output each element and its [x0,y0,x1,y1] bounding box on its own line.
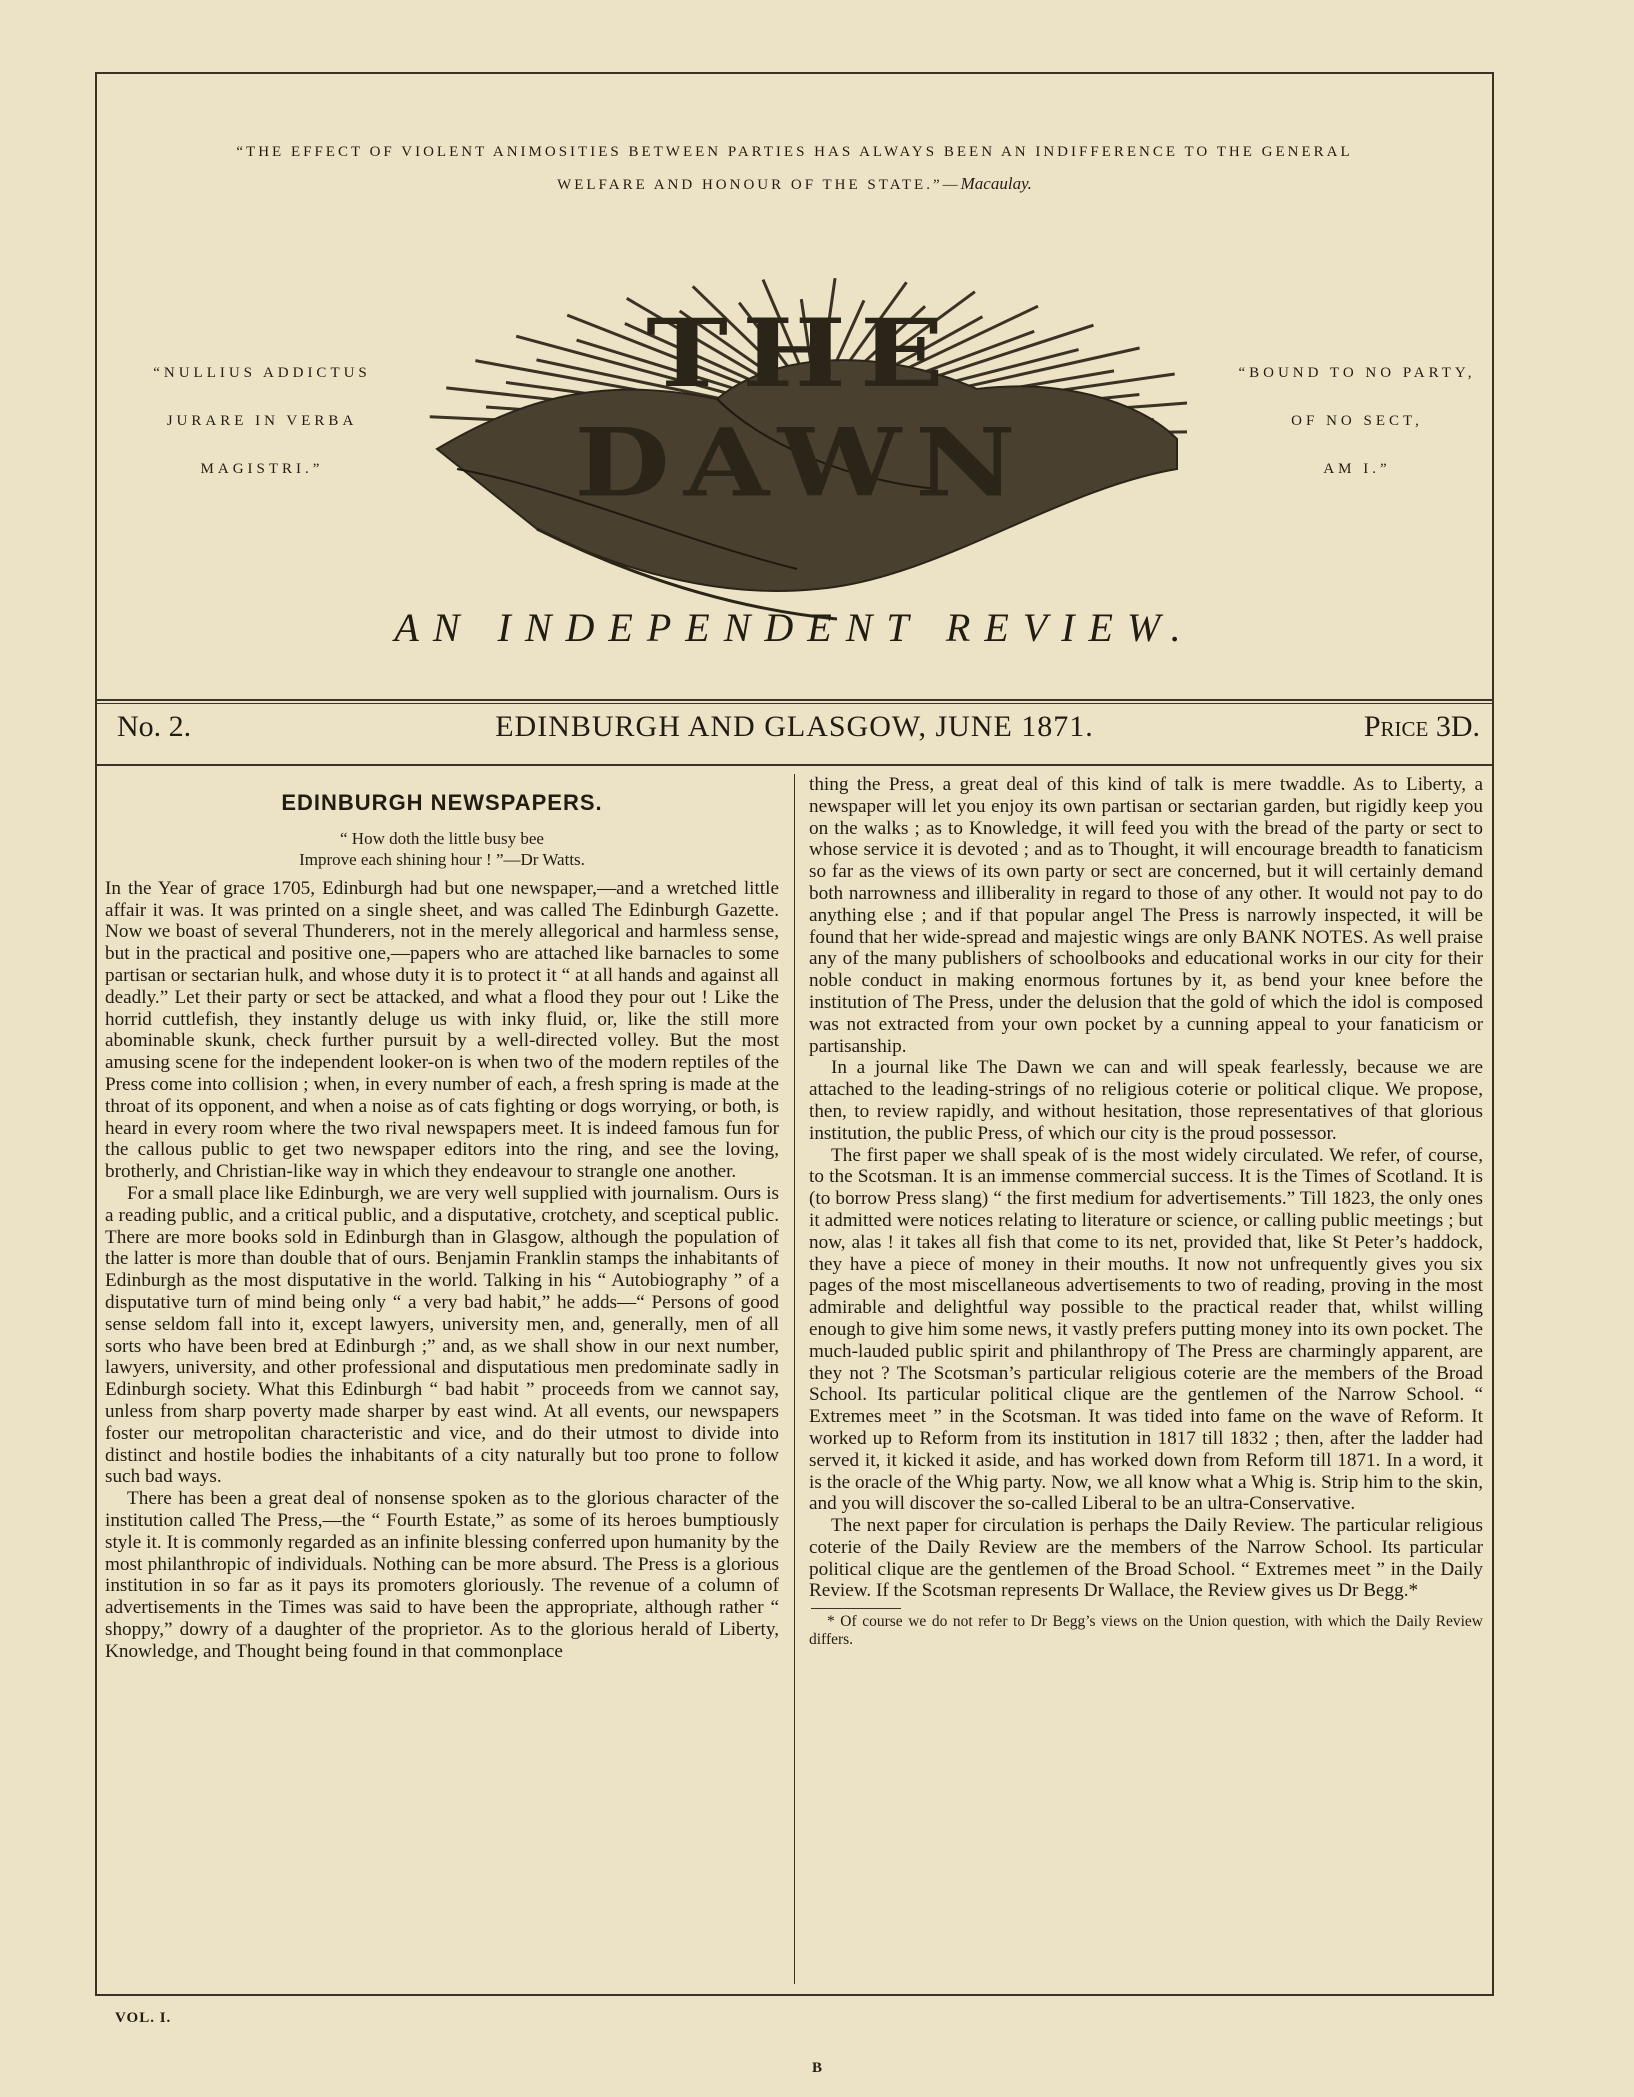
right-column [809,774,1483,1984]
epigraph-line-2: WELFARE AND HONOUR OF THE STATE.”— [557,177,961,193]
top-epigraph [137,136,1452,201]
paragraph: The next paper for circulation is perhaps the Daily Review. The particular religious coterie of the Daily Review are the members of the Narrow School. Its particular political clique are the gentlemen of the Broad School. “ Extremes meet ” in the Daily Review. If the Scotsman represents Dr Wallace, the Review gives us Dr Begg.* [809,1515,1483,1602]
right-motto-line: OF NO SECT, [1291,413,1423,429]
verse-line-1: “ How doth the little busy bee [340,828,544,848]
right-motto [1192,349,1522,493]
right-motto-line: AM I.” [1323,461,1391,477]
subtitle: AN INDEPENDENT REVIEW. [394,605,1195,650]
verse-epigraph [105,828,779,870]
right-motto-line: “BOUND TO NO PARTY, [1238,365,1476,381]
paragraph: In the Year of grace 1705, Edinburgh had but one newspaper,—and a wretched little affair it was. It was printed on a single sheet, and was called The Edinburgh Gazette. Now we boast of several Thunderers, not in the merely allegorical and harmless sense, but in the practical and positive one,—papers who are attached like barnacles to some partisan or sectarian hulk, and whose duty it is to protect it “ at all hands and against all deadly.” Let their party or sect be attacked, and what a flood they pour out ! Like the horrid cuttlefish, they instantly deluge us with inky fluid, or, like the still more abominable skunk, check further pursuit by a well-directed volley. But the most amusing scene for the independent looker-on is when two of the modern reptiles of the Press come into collision ; when, in every number of each, a fresh spring is made at the throat of its opponent, and when a noise as of cats fighting or dogs worrying, or both, is heard in every room where the two rival newspapers meet. It is indeed famous fun for the callous public to get two newspaper editors into the ring, and see the loving, brotherly, and Christian-like way in which they endeavour to strangle one another. [105,877,779,1183]
paragraph: For a small place like Edinburgh, we are very well supplied with journalism. Ours is a reading public, and a critical public, and a disputative, crotchety, and sceptical public. There are more books sold in Edinburgh than in Glasgow, although the population of the latter is more than double that of ours. Benjamin Franklin stamps the inhabitants of Edinburgh as the most disputative in the world. Talking in his “ Autobiography ” of a disputative turn of mind being only “ a very bad habit,” he adds—“ Persons of good sense seldom fall into it, except lawyers, university men, and, generally, men of all sorts who have been bred at Edinburgh ;” and, as we shall show in our next number, lawyers, university, and other professional and disputatious men predominate sadly in Edinburgh society. What this Edinburgh “ bad habit ” proceeds from we cannot say, unless from sharp poverty made sharper by east wind. At all events, our newspapers foster our metropolitan characteristic and vice, and do their utmost to divide into distinct and hostile bodies the inhabitants of a city naturally but too prone to follow such bad ways. [105,1182,779,1488]
footnote: * Of course we do not refer to Dr Begg’s views on the Union question, with which the Daily Review differs. [809,1613,1483,1649]
epigraph-attribution: Macaulay. [960,174,1032,193]
left-motto [97,349,427,493]
left-motto-line: “NULLIUS ADDICTUS [153,365,371,381]
column-divider [794,774,795,1984]
masthead [97,74,1492,694]
left-motto-line: JURARE IN VERBA [166,413,358,429]
masthead-rule [97,699,1492,701]
article-columns [97,774,1492,1984]
issue-rule [97,764,1492,766]
left-motto-line: MAGISTRI.” [200,461,324,477]
paragraph: thing the Press, a great deal of this kind of talk is mere twaddle. As to Liberty, a newspaper will let you enjoy its own partisan or sectarian garden, but rigidly keep you on the walks ; as to Knowledge, it will feed you with the bread of the party or sect to whose service it is devoted ; and as to Thought, it will encourage breadth to fanaticism so far as the views of its own party or sect are concerned, but it will certainly demand both narrowness and illiberality in regard to those of any other. It would not pay to do anything else ; and if that popular angel The Press is narrowly inspected, it will be found that her wide-spread and majestic wings are only BANK NOTES. As well praise any of the many publishers of schoolbooks and educational works in our city for their noble conduct in making enormous fortunes by it, as bend your knee before the institution of The Press, under the delusion that the gold of which the idol is composed was not extracted from your own pocket by a cunning appeal to your fanaticism or partisanship. [809,774,1483,1057]
dawn-logo [417,239,1187,629]
page-frame [95,72,1494,1996]
footnote-rule [811,1608,901,1609]
paragraph: In a journal like The Dawn we can and will speak fearlessly, because we are attached to the leading-strings of no religious coterie or political clique. We propose, then, to review rapidly, and without hesitation, those representatives of that glorious institution, the public Press, of which our city is the proud possessor. [809,1057,1483,1144]
volume-label: VOL. I. [115,2010,172,2026]
issue-place-date: EDINBURGH AND GLASGOW, JUNE 1871. [495,710,1094,743]
article-title: EDINBURGH NEWSPAPERS. [281,790,603,815]
issue-number: No. 2. [117,710,192,743]
verse-line-2: Improve each shining hour ! ”—Dr Watts. [299,849,585,869]
paragraph: There has been a great deal of nonsense spoken as to the glorious character of the institution called The Press,—the “ Fourth Estate,” as some of its heroes bumptiously style it. It is commonly regarded as an infinite blessing conferred upon humanity by the most philanthropic of individuals. Nothing can be more absurd. The Press is a glorious institution in so far as it pays its promoters gloriously. The revenue of a column of advertisements in the Times was said to have been the appropriate, although rather “ shoppy,” dowry of a daughter of the proprietor. As to the glorious herald of Liberty, Knowledge, and Thought being found in that commonplace [105,1488,779,1662]
signature-mark: B [811,2060,822,2076]
issue-line [97,704,1492,758]
left-column [105,774,779,1984]
logo-title: THE DAWN [574,298,1030,518]
paragraph: The first paper we shall speak of is the most widely circulated. We refer, of course, to the Scotsman. It is an immense commercial success. It is the Times of Scotland. It is (to borrow Press slang) “ the first medium for advertisements.” Till 1823, the only ones it admitted were notices relating to literature or science, or calling public meetings ; but now, alas ! it takes all fish that come to its net, provided that, like St Peter’s haddock, they have a piece of money in their mouths. It now not unfrequently gives you six pages of the most miscellaneous advertisements to two of reading, proving in the most admirable and delightful way possible to the practical reader that, whilst willing enough to give him some news, it vastly prefers putting money into its own pocket. The much-lauded public spirit and philanthropy of The Press are charmingly apparent, are they not ? The Scotsman’s particular religious coterie are the members of the Broad School. Its particular political clique are the gentlemen of the Narrow School. “ Extremes meet ” in the Scotsman. It was tided into fame on the wave of Reform. It worked up to Reform from its institution in 1817 till 1832 ; then, after the ladder had served it, it kicked it aside, and has worked down from Reform till 1871. In a word, it is the oracle of the Whig party. Now, we all know what a Whig is. Strip him to the skin, and you will discover the so-called Liberal to be an ultra-Conservative. [809,1144,1483,1515]
epigraph-line-1: “THE EFFECT OF VIOLENT ANIMOSITIES BETWEEN PARTIES HAS ALWAYS BEEN AN INDIFFERENCE TO THE GENERAL [236,144,1353,160]
issue-price: Price 3D. [1363,710,1480,743]
